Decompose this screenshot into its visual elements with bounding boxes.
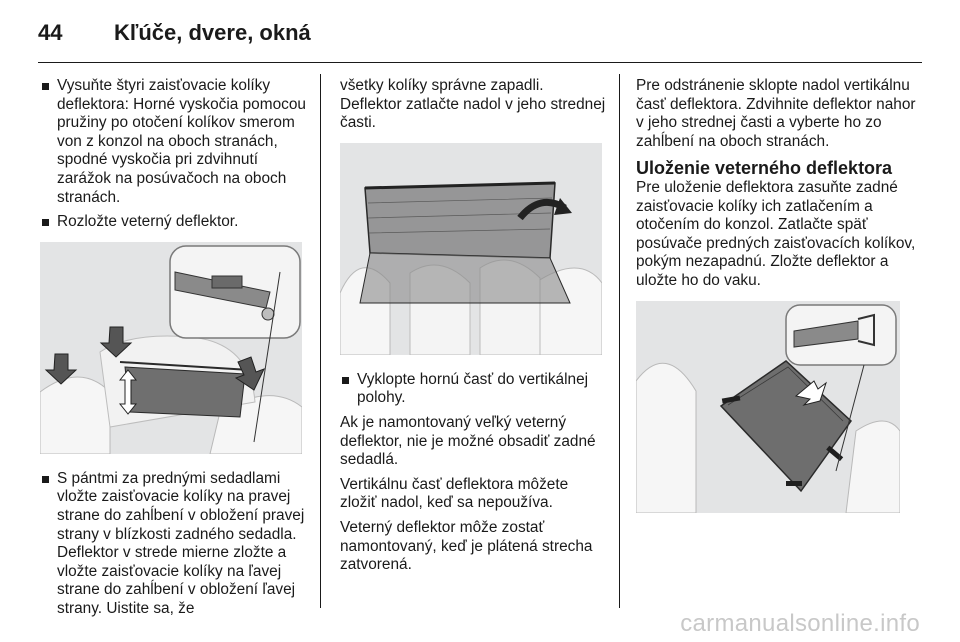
bullet-square-icon [42,219,49,226]
bullet-square-icon [42,83,49,90]
paragraph: Vertikálnu časť deflektora môžete zložiť nadol, keď sa nepoužíva. [340,475,569,512]
paragraph: Veterný deflektor môže zostať namontovaný, keď je plátená strecha zatvorená. [340,518,593,574]
bullet-text: Vysuňte štyri zaisťovacie kolíky deflektora: Horné vyskočia pomocou pružiny po otočení kolíkov smerom von z konzol na oboch stranách, spodné vyskočia pri zdvihnutí zarážok na posúvačoch na oboch stranách. [57,77,306,206]
paragraph: Pre uloženie deflektora zasuňte zadné zaisťovacie kolíky ich zatlačením a otočením do konzol. Zatlačte späť posúvače predných zaisťovacích kolíkov, pokým nezapadnú. Zložte deflektor a uložte ho do vaku. [636,178,916,289]
bullet-item [40,470,308,619]
deflector-storage-illustration [636,301,900,513]
deflector-raise-illustration [340,143,602,355]
paragraph: Pre odstránenie sklopte nadol vertikálnu časť deflektora. Zdvihnite deflektor nahor v jeho strednej časti a vyberte ho zo zahĺbení na oboch stranách. [636,77,916,150]
column-3 [636,77,922,529]
watermark: carmanualsonline.info [680,610,920,637]
column-2 [340,77,608,581]
bullet-square-icon [342,377,349,384]
section-heading: Uloženie veterného deflektora [636,158,893,179]
bullet-item [40,77,308,207]
page-number: 44 [38,20,63,45]
bullet-text: S pántmi za prednými sedadlami vložte zaisťovacie kolíky na pravej strane do zahĺbení v obložení pravej strany v blízkosti zadného sedadla. Deflektor v strede mierne zložte a vložte zaisťovacie kolíky na ľavej strane do zahĺbení v obložení ľavej strany. Uistite sa, že [57,469,305,617]
continuation-text: všetky kolíky správne zapadli. Deflektor zatlačte nadol v jeho strednej časti. [340,77,606,132]
column-1 [40,77,308,625]
column-divider-1 [320,74,321,608]
bullet-item [340,371,608,408]
page-title: Kľúče, dvere, okná [114,20,311,45]
paragraph: Ak je namontovaný veľký veterný deflektor, nie je možné obsadiť zadné sedadlá. [340,413,596,469]
bullet-text: Rozložte veterný deflektor. [57,213,239,231]
column-divider-2 [619,74,620,608]
bullet-item [40,213,308,232]
bullet-text: Vyklopte hornú časť do vertikálnej polohy. [357,370,589,407]
deflector-install-illustration [40,242,302,454]
header-rule [38,62,922,63]
bullet-square-icon [42,476,49,483]
